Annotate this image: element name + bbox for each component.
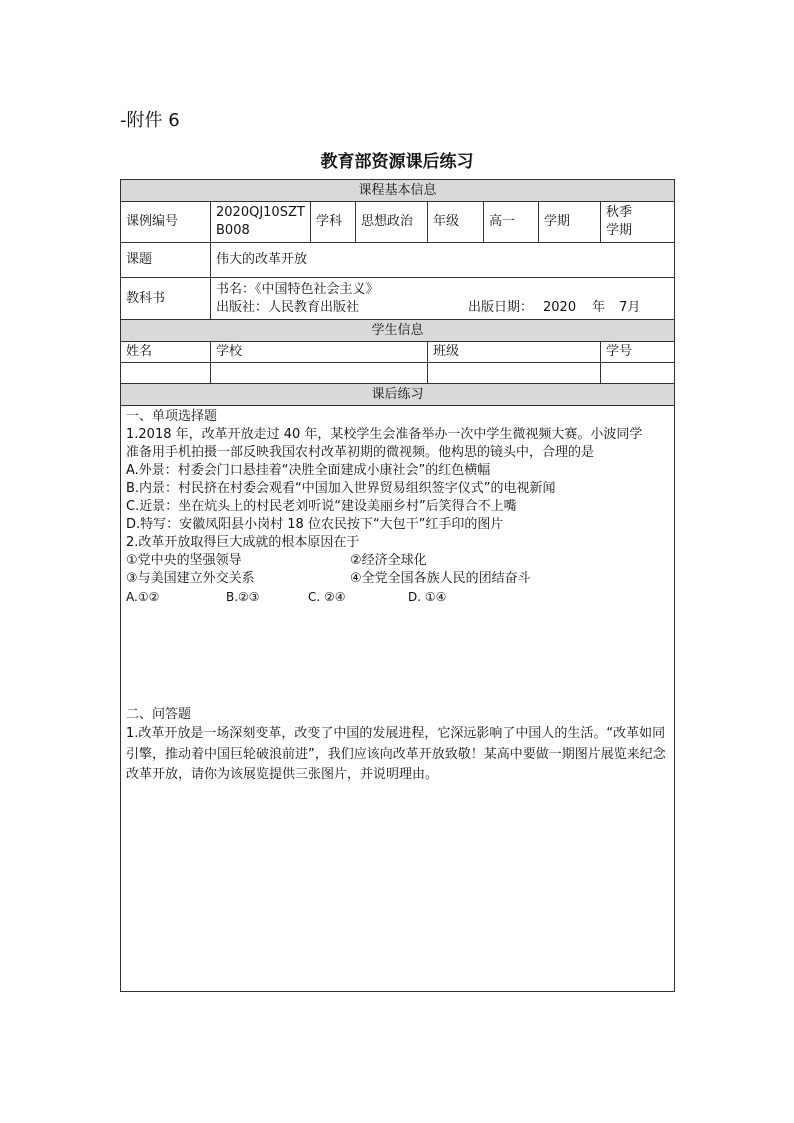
q1-option-a: A.外景：村委会门口悬挂着“决胜全面建成小康社会”的红色横幅 [126,463,491,478]
exercise-body [121,406,675,992]
subject-label: 学科 [311,202,356,243]
name-label: 姓名 [121,342,211,363]
part2-title: 二、问答题 [126,707,192,722]
exercise-form-table [120,179,675,992]
student-info-header: 学生信息 [121,320,675,342]
pub-month: 7 [619,299,628,315]
grade-value: 高一 [484,202,539,243]
topic-label: 课题 [121,243,211,278]
case-no-value: 2020QJ10SZT B008 [211,202,311,243]
q1-option-c: C.近景：坐在炕头上的村民老刘听说“建设美丽乡村”后笑得合不上嘴 [126,499,517,514]
document-title: 教育部资源课后练习 [320,152,474,172]
textbook-label: 教科书 [121,278,211,320]
q2-option-d: D. ①④ [408,590,447,604]
q2-item-1: ①党中央的坚强领导 [126,553,242,568]
class-label: 班级 [428,342,601,363]
q2-option-c: C. ②④ [308,590,346,604]
part1-title: 一、单项选择题 [126,409,218,424]
student-no-input[interactable] [601,363,675,384]
publisher: 出版社：人民教育出版社 [216,299,360,315]
pub-year: 2020 [543,299,577,315]
book-name: 书名：《中国特色社会主义》 [216,281,379,297]
exercise-header: 课后练习 [121,384,675,406]
q2-stem: 2.改革开放取得巨大成就的根本原因在于 [126,535,360,550]
term-value: 秋季 学期 [601,202,675,243]
grade-label: 年级 [428,202,484,243]
q2-option-a: A.①② [126,590,160,604]
subject-value: 思想政治 [356,202,428,243]
term-label: 学期 [539,202,601,243]
q2-item-3: ③与美国建立外交关系 [126,571,255,586]
q1-stem-line1: 1.2018 年，改革开放走过 40 年，某校学生会准备举办一次中学生微视频大赛。小波同学 [126,427,643,442]
attachment-label: -附件 6 [120,110,180,131]
student-no-label: 学号 [601,342,675,363]
textbook-value [211,278,675,320]
topic-value: 伟大的改革开放 [211,243,675,278]
case-no-label: 课例编号 [121,202,211,243]
answer-space [126,606,669,706]
year-unit: 年 [592,299,606,315]
q1-option-b: B.内景：村民挤在村委会观看“中国加入世界贸易组织签字仪式”的电视新闻 [126,481,556,496]
month-unit: 月 [627,299,641,315]
name-input[interactable] [121,363,211,384]
class-input[interactable] [428,363,601,384]
q3-text: 1.改革开放是一场深刻变革，改变了中国的发展进程，它深远影响了中国人的生活。“改革如同引擎，推动着中国巨轮破浪前进”，我们应该向改革开放致敬！某高中要做一期图片展览来纪念改革开放，请你为该展览提供三张图片，并说明理由。 [126,726,666,782]
q2-option-b: B.②③ [226,590,260,604]
q1-stem-line2: 准备用手机拍摄一部反映我国农村改革初期的微视频。他构思的镜头中，合理的是 [126,445,595,460]
school-label: 学校 [211,342,428,363]
course-info-header: 课程基本信息 [121,180,675,202]
pub-date-label: 出版日期： [468,299,534,315]
school-input[interactable] [211,363,428,384]
q2-item-2: ②经济全球化 [350,553,427,568]
q2-item-4: ④全党全国各族人民的团结奋斗 [350,571,531,586]
q1-option-d: D.特写：安徽凤阳县小岗村 18 位农民按下“大包干”红手印的图片 [126,517,504,532]
